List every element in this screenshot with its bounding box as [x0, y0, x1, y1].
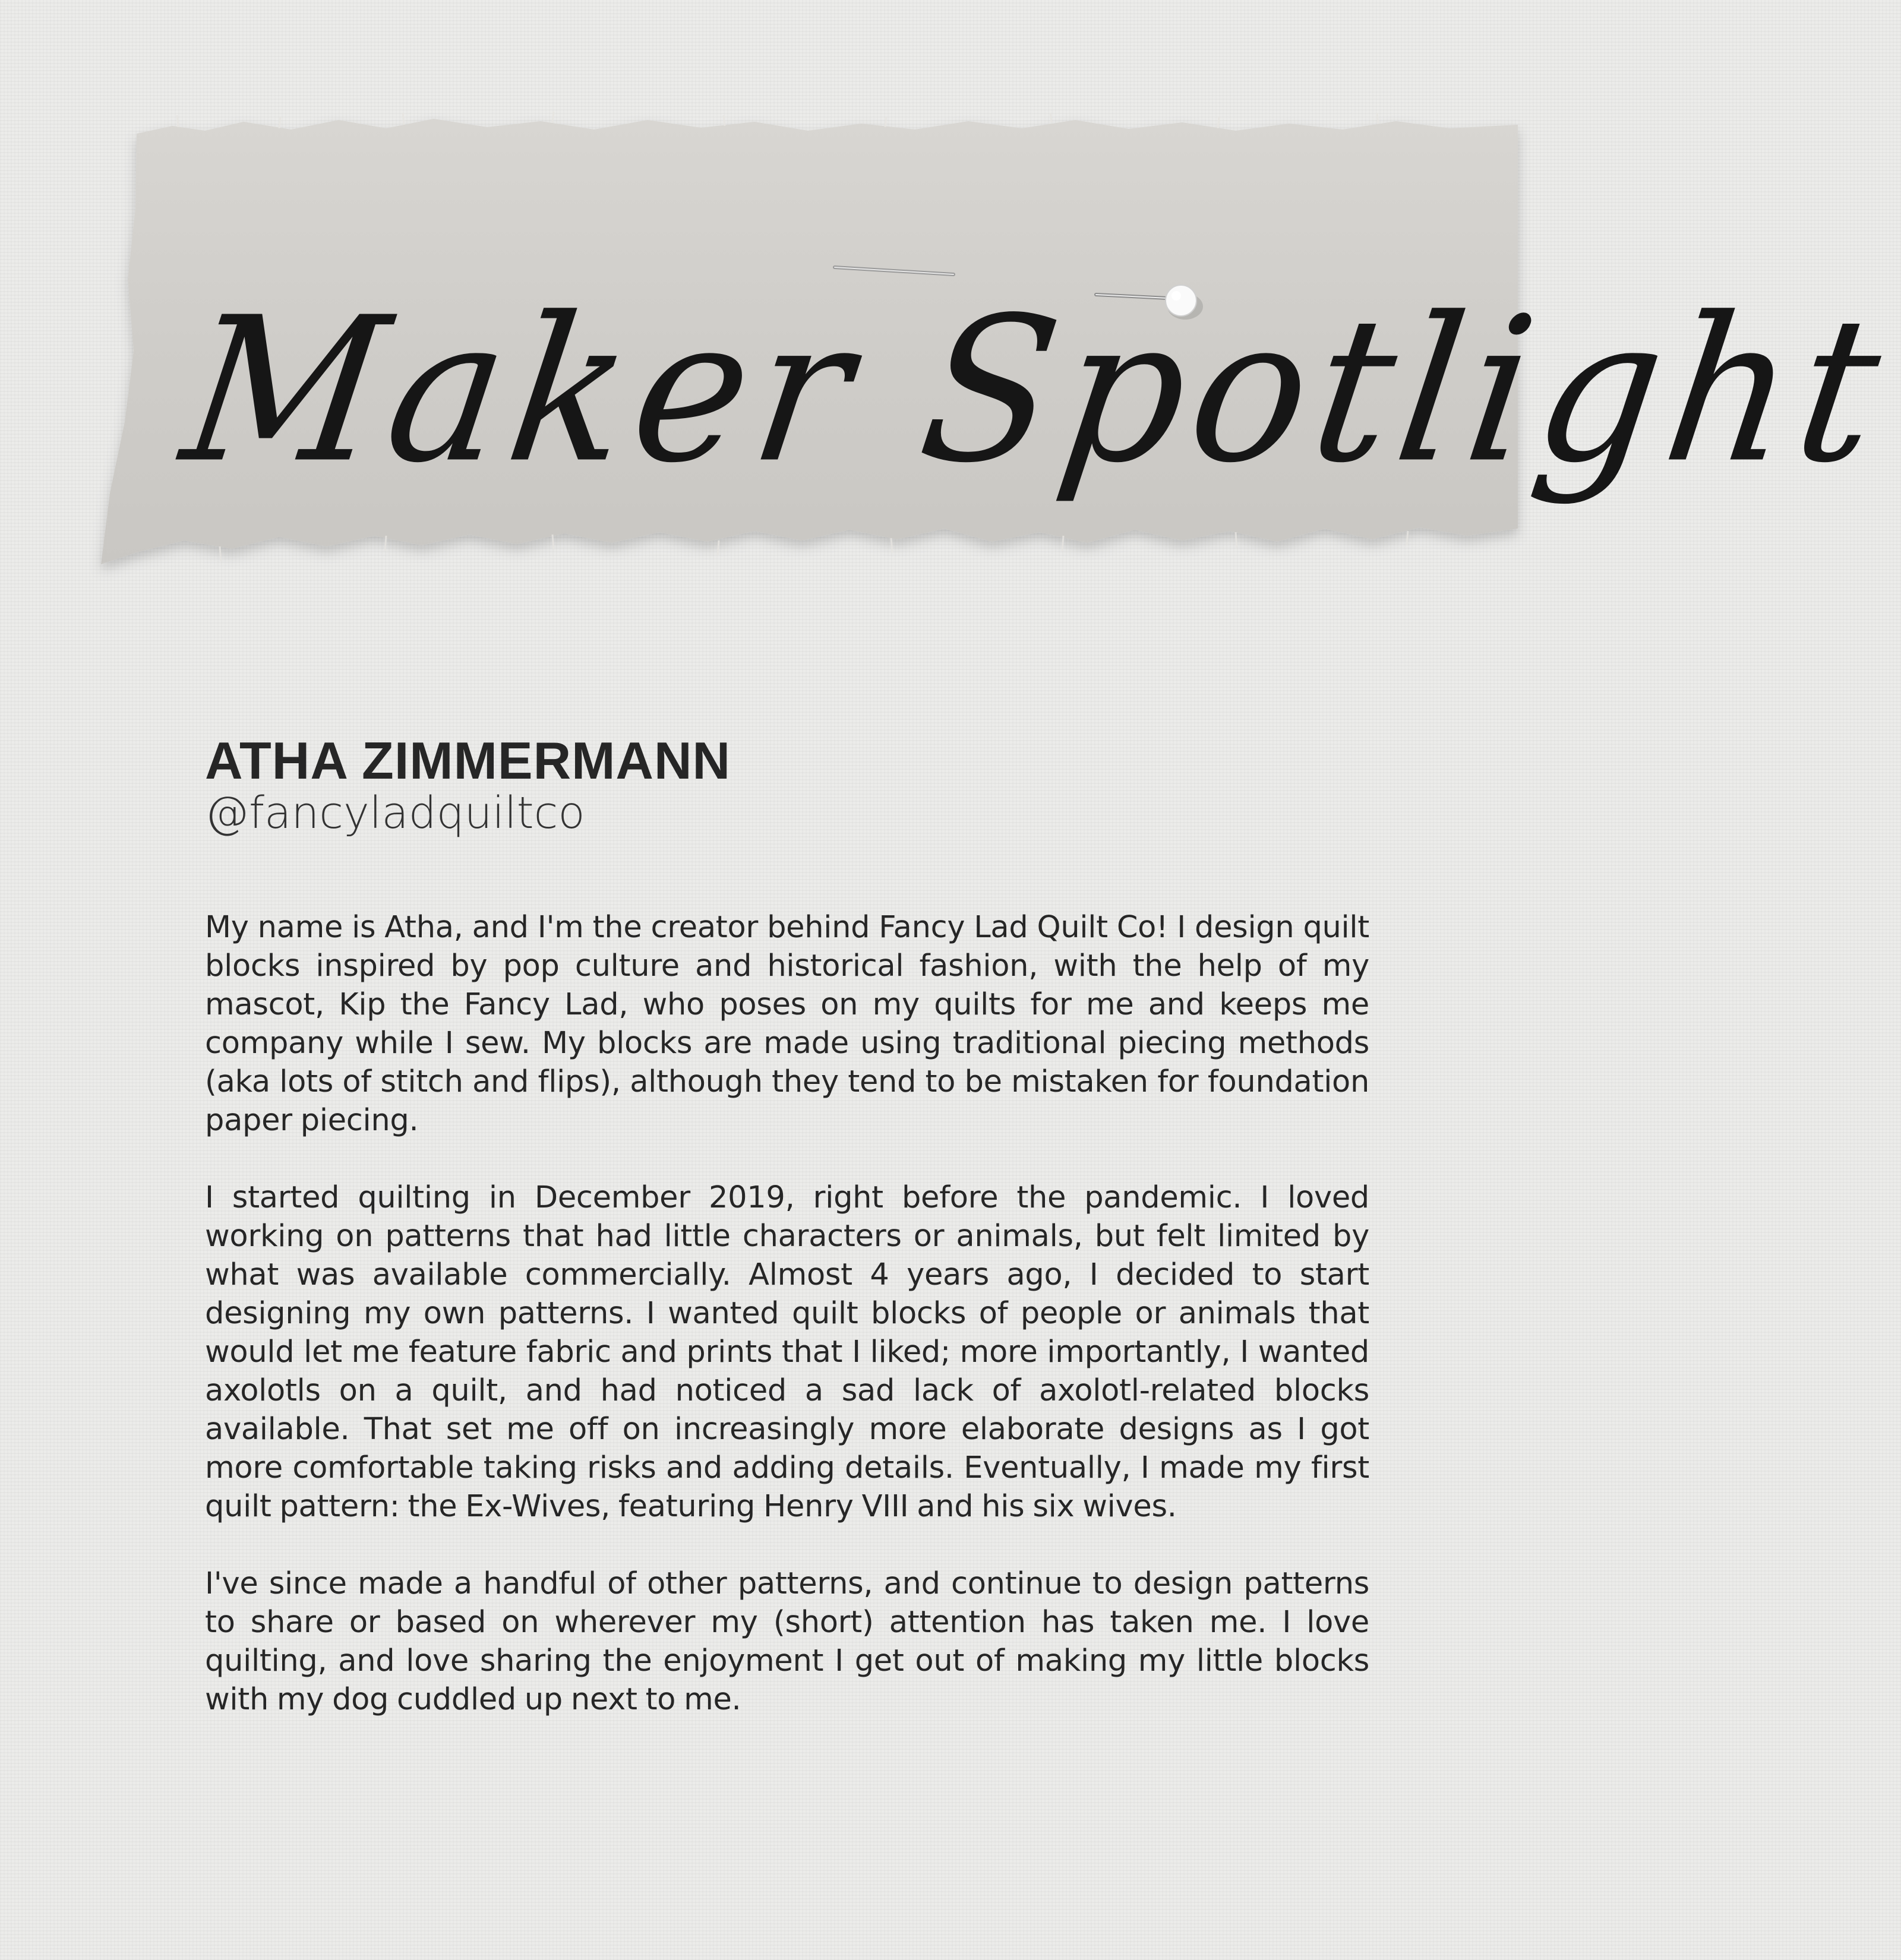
bio-paragraph: My name is Atha, and I'm the creator behind Fancy Lad Quilt Co! I design quilt blocks inspired by pop culture and historical fashion, with the help of my mascot, Kip the Fancy Lad, who poses on my quilts for me and keeps me company while I sew. My blocks are made using traditional piecing methods (aka lots of stitch and flips), although they tend to be mistaken for foundation paper piecing. [205, 909, 1369, 1138]
bio-text [205, 908, 1369, 1719]
header-banner [101, 113, 1901, 582]
maker-name: ATHA ZIMMERMANN [205, 731, 731, 790]
bio-paragraph: I started quilting in December 2019, right before the pandemic. I loved working on patterns that had little characters or animals, but felt limited by what was available commercially. Almost 4 years ago, I decided to start designing my own patterns. I wanted quilt blocks of people or animals that would let me feature fabric and prints that I liked; more importantly, I wanted axolotls on a quilt, and had noticed a sad lack of axolotl-related blocks available. That set me off on increasingly more elaborate designs as I got more comfortable taking risks and adding details. Eventually, I made my first quilt pattern: the Ex-Wives, featuring Henry VIII and his six wives. [205, 1180, 1369, 1524]
social-handle: @fancyladquiltco [205, 788, 585, 839]
profile-section [205, 731, 1369, 1757]
banner-title: Maker Spotlight [171, 274, 1901, 507]
bio-paragraph: I've since made a handful of other patterns, and continue to design patterns to share or based on wherever my (short) attention has taken me. I love quilting, and love sharing the enjoyment I get out of making my little blocks with my dog cuddled up next to me. [205, 1566, 1369, 1717]
